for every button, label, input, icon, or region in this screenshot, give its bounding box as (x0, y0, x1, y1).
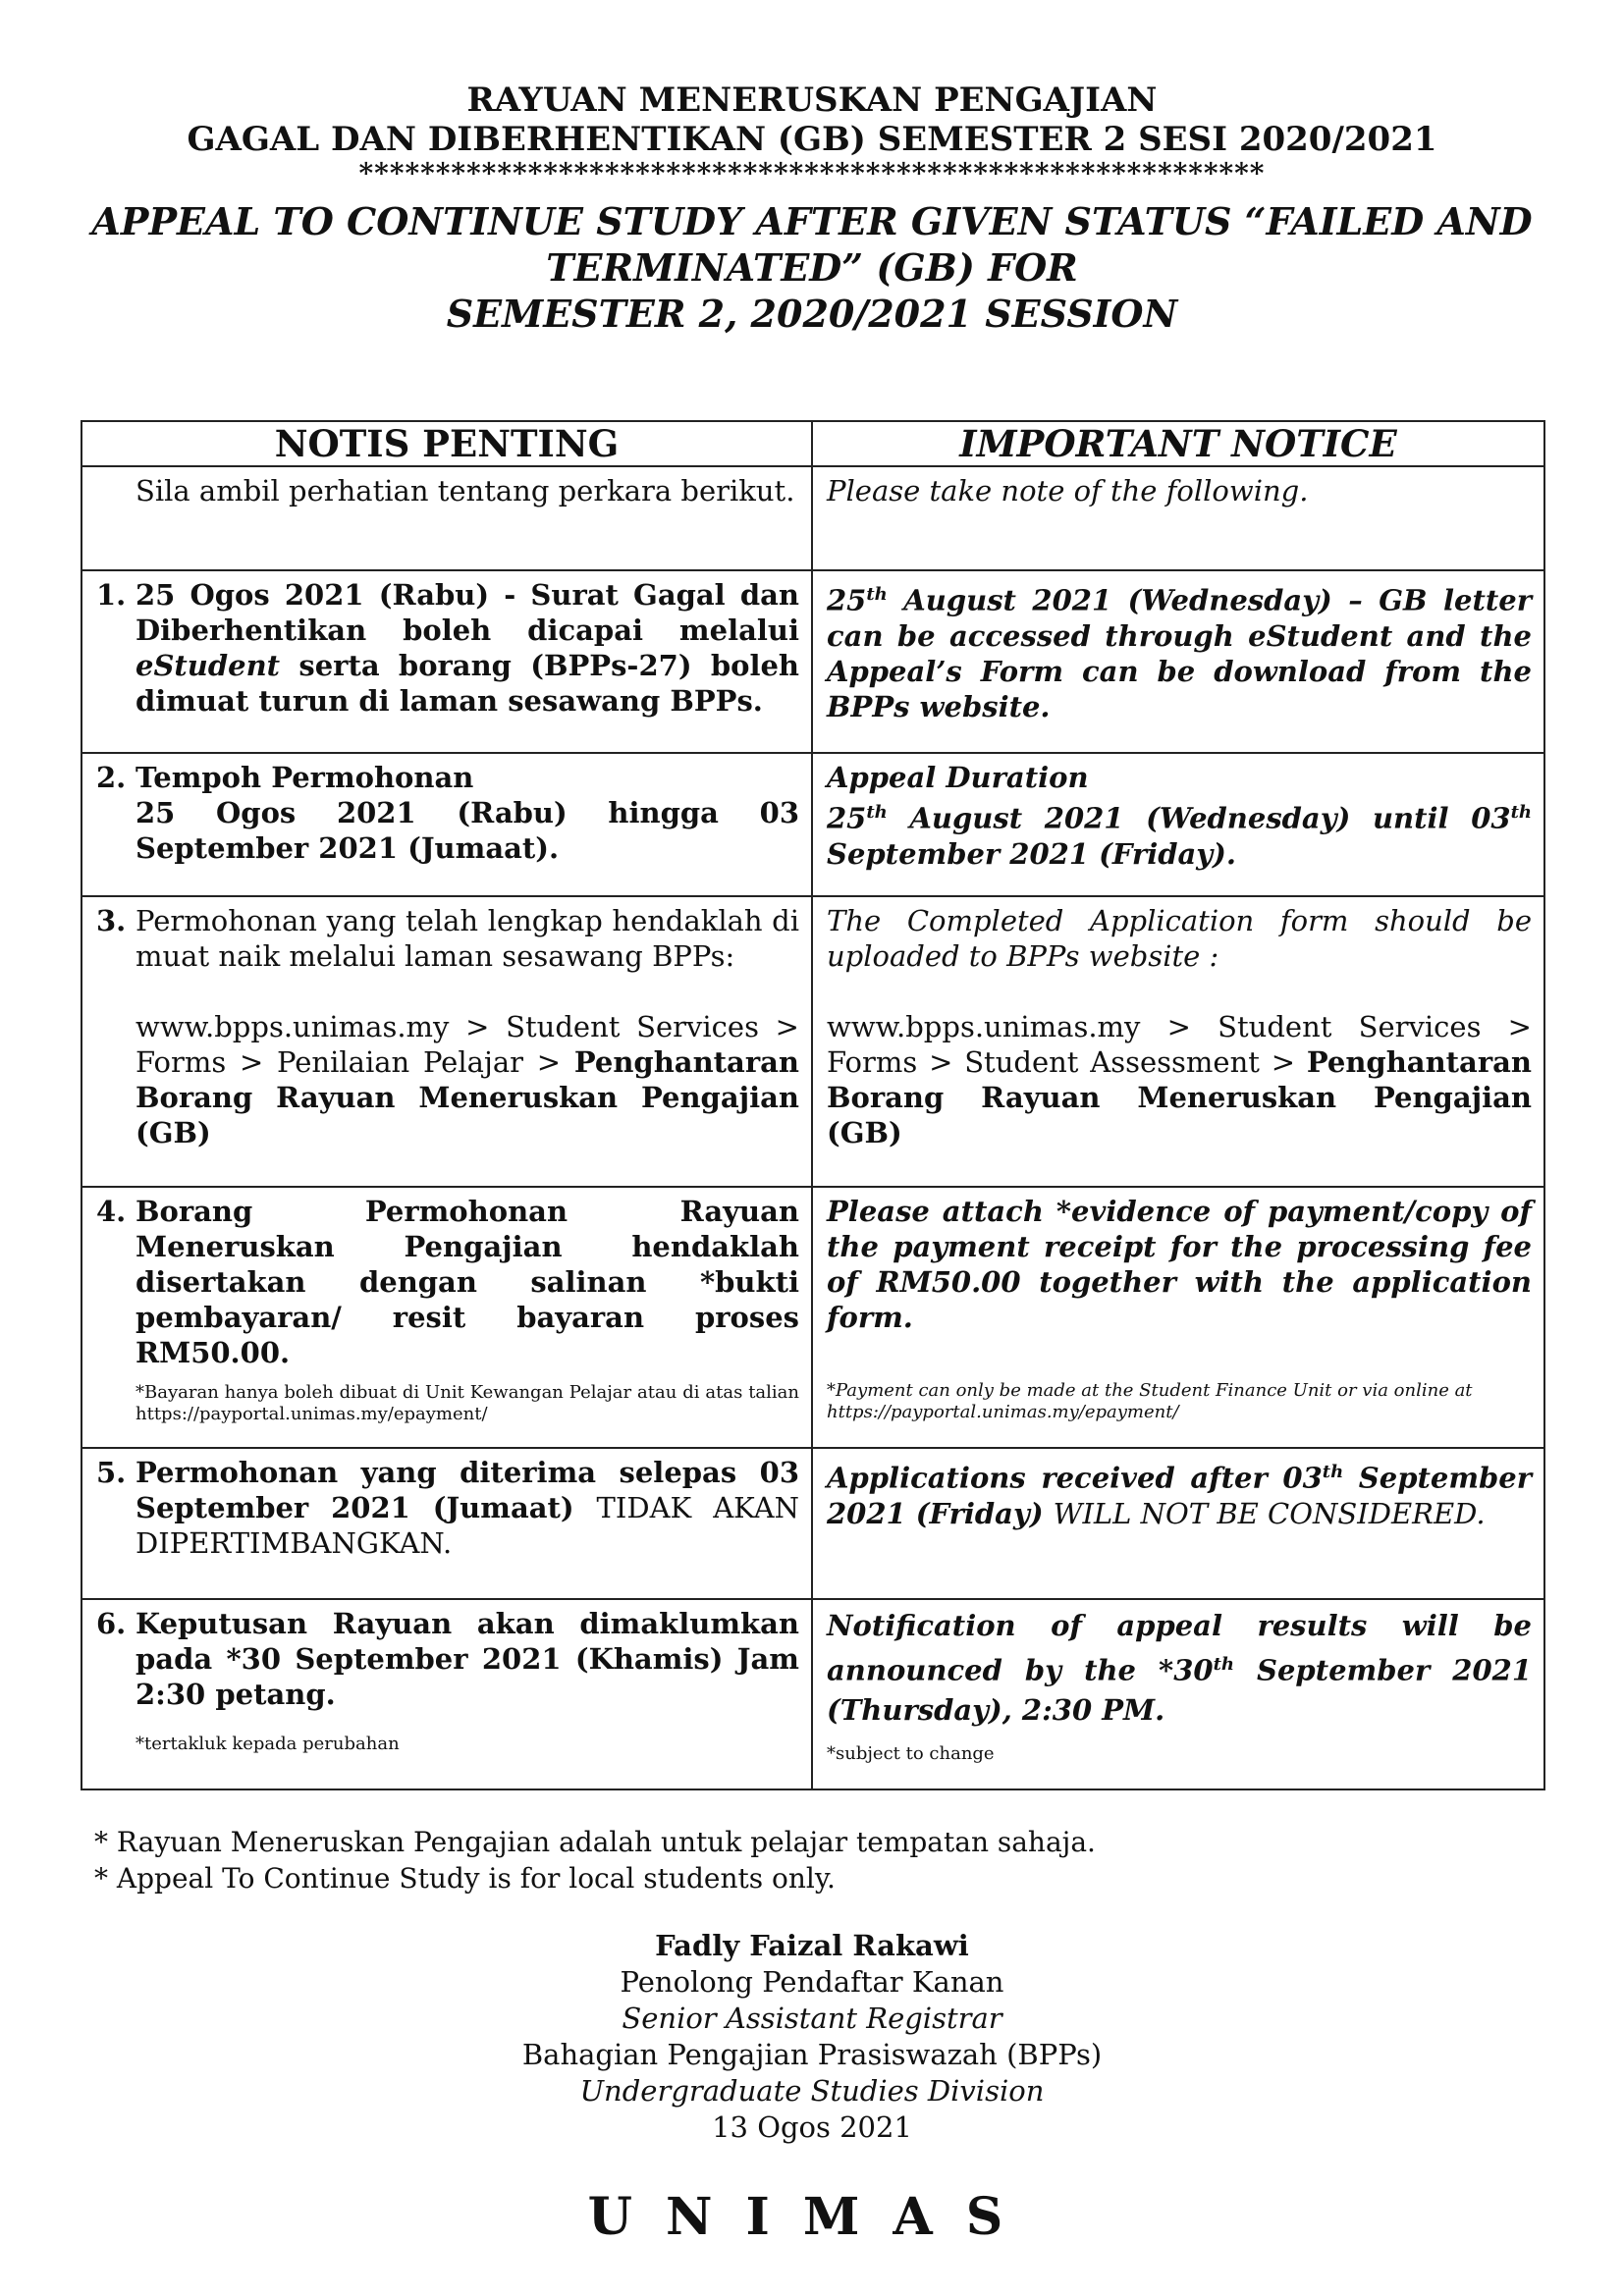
row-5-left: Permohonan yang diterima selepas 03 September 2021 (Jumaat) TIDAK AKAN DIPERTIMBANGKAN. (135, 1456, 799, 1560)
table-row (81, 466, 1544, 570)
row-number: 4. (96, 1195, 127, 1228)
row-5-right: Applications received after 03th September 2021 (Friday) WILL NOT BE CONSIDERED. (827, 1461, 1533, 1530)
change-note-right: *subject to change (827, 1742, 995, 1764)
row-1-left: 25 Ogos 2021 (Rabu) - Surat Gagal dan Diberhentikan boleh dicapai melalui eStudent serta borang (BPPs-27) boleh dimuat turun di laman sesawang BPPs. (135, 578, 799, 718)
signatory-title-en: Senior Assistant Registrar (622, 2002, 1002, 2035)
intro-left: Sila ambil perhatian tentang perkara berikut. (135, 474, 795, 507)
table-row (81, 753, 1544, 896)
row-3-right: The Completed Application form should be uploaded to BPPs website : www.bpps.unimas.my > Student Services > Forms > Student Assessment > Penghantaran Borang Rayuan Meneruskan Pengajian (GB) (827, 904, 1532, 1149)
row-4-right: Please attach *evidence of payment/copy of the payment receipt for the processing fee of RM50.00 together with the application form. *Payment can only be made at the Student Finance Unit or via online at https://payportal.unimas.my/epayment/ (827, 1195, 1532, 1422)
signature-block (0, 1928, 1624, 2146)
title-line-2: GAGAL DAN DIBERHENTIKAN (GB) SEMESTER 2 SESI 2020/2021 (187, 120, 1437, 159)
unimas-logo: UNIMAS (587, 2187, 1037, 2247)
table-row (81, 1448, 1544, 1599)
signatory-name: Fadly Faizal Rakawi (655, 1929, 969, 1962)
title-line-1: RAYUAN MENERUSKAN PENGAJIAN (466, 80, 1158, 120)
header-important-notice: IMPORTANT NOTICE (812, 421, 1544, 466)
intro-right: Please take note of the following. (827, 474, 1309, 507)
notice-date: 13 Ogos 2021 (712, 2110, 912, 2144)
division-ms: Bahagian Pengajian Prasiswazah (BPPs) (521, 2038, 1103, 2071)
row-number: 3. (96, 904, 127, 937)
header-notis-penting: NOTIS PENTING (81, 421, 812, 466)
row-6-right: Notification of appeal results will be announced by the *30th September 2021 (Thursday), 2:30 PM. *subject to change (827, 1609, 1532, 1764)
table-row (81, 1187, 1544, 1448)
row-4-left: Borang Permohonan Rayuan Meneruskan Pengajian hendaklah disertakan dengan salinan *bukti pembayaran/ resit bayaran proses RM50.00. *Bayaran hanya boleh dibuat di Unit Kewangan Pelajar atau di atas talian https://payportal.unimas.my/epayment/ (135, 1195, 799, 1424)
footnotes (94, 1824, 1096, 1896)
subtitle-line-3: SEMESTER 2, 2020/2021 SESSION (446, 292, 1178, 336)
row-3-left: Permohonan yang telah lengkap hendaklah di muat naik melalui laman sesawang BPPs: www.bpps.unimas.my > Student Services > Forms > Penilaian Pelajar > Penghantaran Borang Rayuan Meneruskan Pengajian (GB) (135, 904, 799, 1149)
row-number: 1. (96, 578, 127, 612)
footnote-ms: * Rayuan Meneruskan Pengajian adalah untuk pelajar tempatan sahaja. (94, 1826, 1096, 1858)
division-en: Undergraduate Studies Division (579, 2074, 1045, 2108)
payment-note-right: *Payment can only be made at the Student Finance Unit or via online at https://payportal.unimas.my/epayment/ (827, 1380, 1473, 1422)
change-note-left: *tertakluk kepada perubahan (135, 1734, 400, 1754)
notice-table (81, 420, 1545, 1790)
row-1-right: 25th August 2021 (Wednesday) – GB letter can be accessed through eStudent and the Appeal’s Form can be download from the BPPs website. (827, 583, 1532, 723)
footnote-en: * Appeal To Continue Study is for local students only. (94, 1862, 836, 1895)
document-header (0, 80, 1624, 337)
row-number: 6. (96, 1607, 127, 1640)
row-number: 2. (96, 761, 127, 794)
subtitle-line-1: APPEAL TO CONTINUE STUDY AFTER GIVEN STATUS “FAILED AND (91, 199, 1533, 243)
row-2-left: Tempoh Permohonan 25 Ogos 2021 (Rabu) hingga 03 September 2021 (Jumaat). (135, 761, 799, 865)
subtitle-line-2: TERMINATED” (GB) FOR (546, 245, 1078, 290)
separator-stars: *********************************************************** (358, 159, 1266, 188)
payment-note-left: *Bayaran hanya boleh dibuat di Unit Kewangan Pelajar atau di atas talian https://payportal.unimas.my/epayment/ (135, 1382, 799, 1424)
table-row (81, 1599, 1544, 1789)
table-row (81, 896, 1544, 1187)
table-header-row (81, 421, 1544, 466)
signatory-title-ms: Penolong Pendaftar Kanan (620, 1965, 1004, 1999)
row-number: 5. (96, 1456, 127, 1489)
row-6-left: Keputusan Rayuan akan dimaklumkan pada *30 September 2021 (Khamis) Jam 2:30 petang. *tertakluk kepada perubahan (135, 1607, 799, 1754)
table-row (81, 570, 1544, 753)
row-2-right: Appeal Duration 25th August 2021 (Wednesday) until 03th September 2021 (Friday). (827, 761, 1532, 871)
